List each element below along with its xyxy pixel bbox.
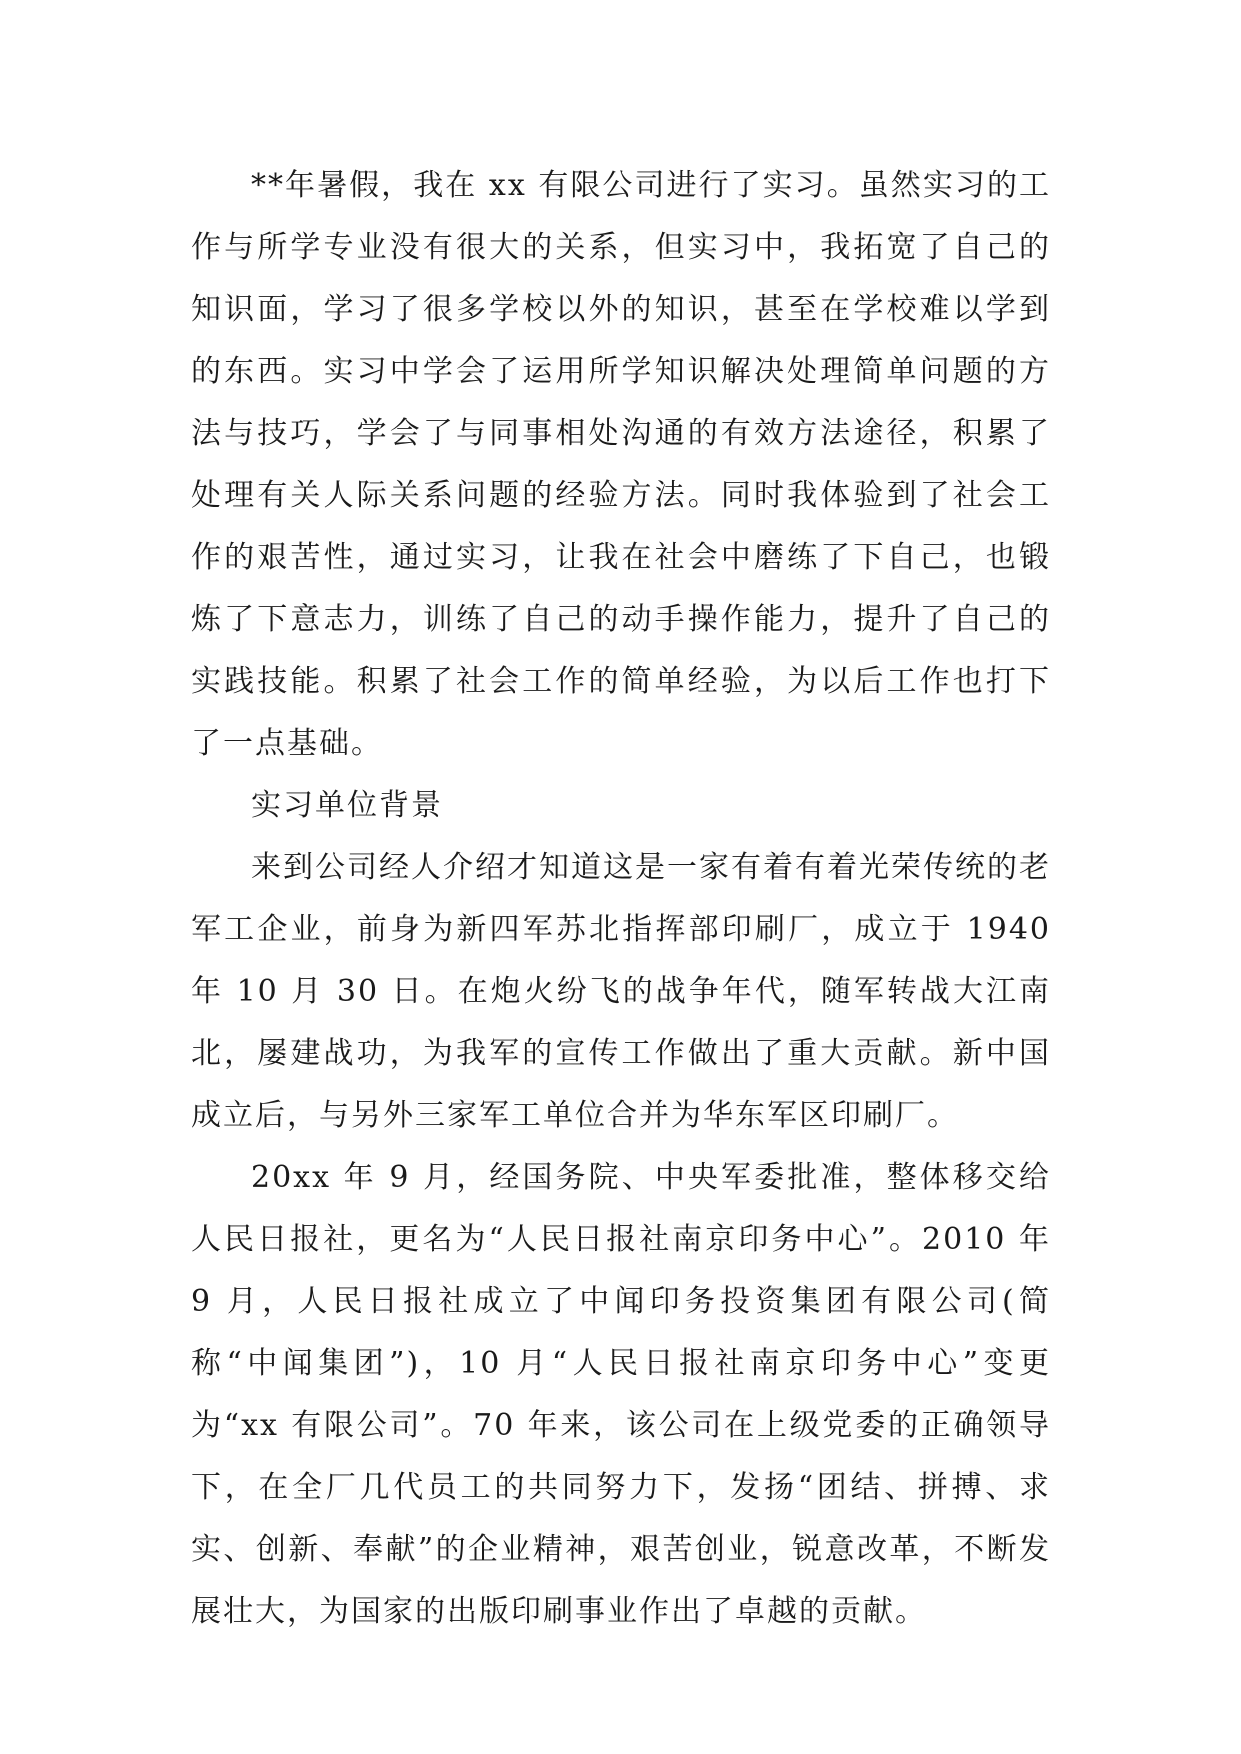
document-body [191, 155, 1051, 1643]
background-paragraph-1: 来到公司经人介绍才知道这是一家有着有着光荣传统的老军工企业，前身为新四军苏北指挥部印刷厂，成立于 1940 年 10 月 30 日。在炮火纷飞的战争年代，随军转战大江南北，屡建战功，为我军的宣传工作做出了重大贡献。新中国成立后，与另外三家军工单位合并为华东军区印刷厂。 [191, 850, 1051, 1133]
intro-paragraph: **年暑假，我在 xx 有限公司进行了实习。虽然实习的工作与所学专业没有很大的关系，但实习中，我拓宽了自己的知识面，学习了很多学校以外的知识，甚至在学校难以学到的东西。实习中学会了运用所学知识解决处理简单问题的方法与技巧，学会了与同事相处沟通的有效方法途径，积累了处理有关人际关系问题的经验方法。同时我体验到了社会工作的艰苦性，通过实习，让我在社会中磨练了下自己，也锻炼了下意志力，训练了自己的动手操作能力，提升了自己的实践技能。积累了社会工作的简单经验，为以后工作也打下了一点基础。 [191, 168, 1051, 761]
section-heading: 实习单位背景 [251, 788, 443, 823]
background-paragraph-2: 20xx 年 9 月，经国务院、中央军委批准，整体移交给人民日报社，更名为“人民日报社南京印务中心”。2010 年 9 月，人民日报社成立了中闻印务投资集团有限公司(简称“中闻集团”)，10 月“人民日报社南京印务中心”变更为“xx 有限公司”。70 年来，该公司在上级党委的正确领导下，在全厂几代员工的共同努力下，发扬“团结、拼搏、求实、创新、奉献”的企业精神，艰苦创业，锐意改革，不断发展壮大，为国家的出版印刷事业作出了卓越的贡献。 [191, 1160, 1051, 1629]
